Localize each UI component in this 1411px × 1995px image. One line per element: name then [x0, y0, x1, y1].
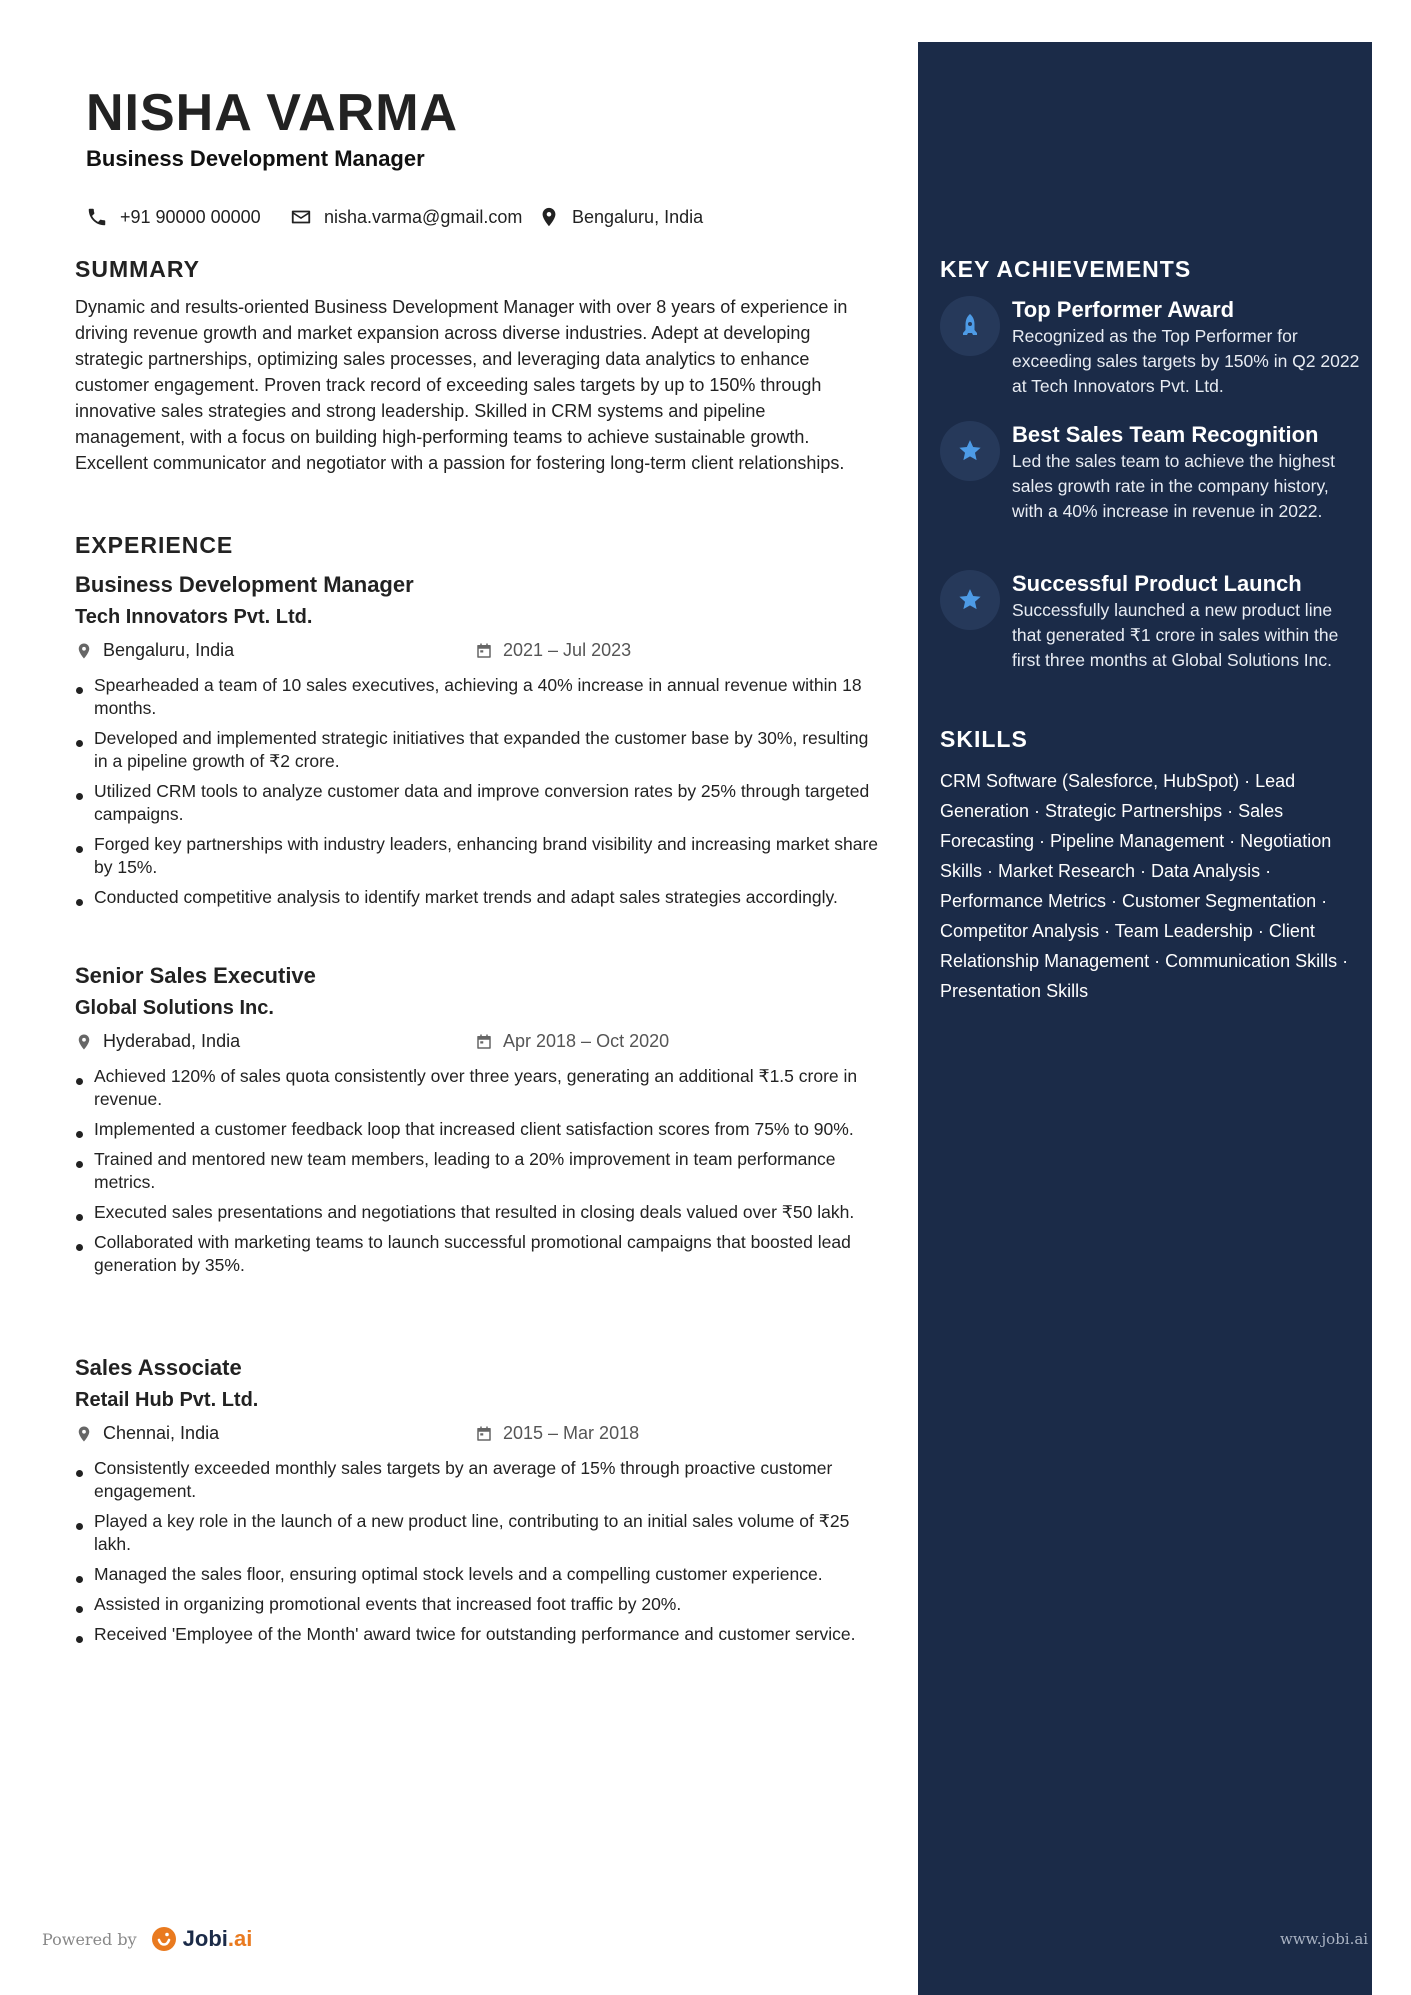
- powered-by-text: Powered by: [42, 1929, 137, 1949]
- job-entry-2: [75, 961, 875, 1284]
- job-title: Senior Sales Executive: [75, 963, 316, 988]
- job-title: Sales Associate: [75, 1355, 242, 1380]
- star-icon: [957, 438, 983, 464]
- job-location: [75, 1031, 240, 1052]
- job-location-text: Bengaluru, India: [103, 640, 235, 660]
- job-dates-text: Apr 2018 – Oct 2020: [503, 1031, 670, 1051]
- achievement-body: [1012, 421, 1362, 524]
- location-text: Bengaluru, India: [572, 206, 704, 227]
- list-item: Forged key partnerships with industry leaders, enhancing brand visibility and increasing market share by 15%.: [75, 833, 884, 879]
- email-text: nisha.varma@gmail.com: [324, 206, 523, 227]
- phone-icon: [86, 206, 108, 228]
- job-meta: [75, 1423, 875, 1453]
- list-item: Executed sales presentations and negotiations that resulted in closing deals valued over ₹50 lakh.: [75, 1201, 884, 1224]
- list-item: Received 'Employee of the Month' award twice for outstanding performance and customer service.: [75, 1623, 884, 1646]
- experience-heading: EXPERIENCE: [75, 532, 234, 558]
- job-meta: [75, 1031, 875, 1061]
- list-item: Developed and implemented strategic initiatives that expanded the customer base by 30%, resulting in a pipeline growth of ₹2 crore.: [75, 727, 884, 773]
- job-location: [75, 640, 234, 661]
- list-item: Conducted competitive analysis to identify market trends and adapt sales strategies accordingly.: [75, 886, 884, 909]
- site-link[interactable]: www.jobi.ai: [1280, 1930, 1369, 1948]
- summary-text: Dynamic and results-oriented Business Development Manager with over 8 years of experience in driving revenue growth and market expansion across diverse industries. Adept at developing strategic partnerships, optimizing sales processes, and leveraging data analytics to enhance customer engagement. Proven track record of exceeding sales targets by up to 150% through innovative sales strategies and strong leadership. Skilled in CRM systems and pipeline management, with a focus on building high-performing teams to achieve sustainable growth. Excellent communicator and negotiator with a passion for fostering long-term client relationships.: [75, 297, 848, 473]
- list-item: Spearheaded a team of 10 sales executives, achieving a 40% increase in annual revenue within 18 months.: [75, 674, 884, 720]
- email-icon: [290, 206, 312, 228]
- achievement-title: Successful Product Launch: [1012, 571, 1302, 596]
- achievement-desc: Led the sales team to achieve the highest sales growth rate in the company history, with a 40% increase in revenue in 2022.: [1012, 451, 1335, 521]
- job-bullets: [75, 674, 879, 909]
- rocket-icon: [958, 313, 982, 339]
- jobi-brand-suffix: .ai: [227, 1926, 253, 1951]
- achievement-icon-circle: [940, 421, 1000, 481]
- job-dates: [475, 1423, 639, 1444]
- list-item: Implemented a customer feedback loop that increased client satisfaction scores from 75% to 90%.: [75, 1118, 884, 1141]
- achievement-desc: Recognized as the Top Performer for exceeding sales targets by 150% in Q2 2022 at Tech Innovators Pvt. Ltd.: [1012, 326, 1360, 396]
- list-item: Collaborated with marketing teams to launch successful promotional campaigns that boosted lead generation by 35%.: [75, 1231, 884, 1277]
- list-item: Managed the sales floor, ensuring optimal stock levels and a compelling customer experience.: [75, 1563, 884, 1586]
- calendar-icon: [475, 1425, 493, 1443]
- job-meta: [75, 640, 875, 670]
- job-company: Retail Hub Pvt. Ltd.: [75, 1389, 259, 1411]
- job-location-text: Hyderabad, India: [103, 1031, 241, 1051]
- location-pin-icon: [75, 641, 93, 661]
- phone-text: +91 90000 00000: [120, 206, 261, 227]
- location-pin-icon: [75, 1032, 93, 1052]
- calendar-icon: [475, 1033, 493, 1051]
- achievement-desc: Successfully launched a new product line that generated ₹1 crore in sales within the first three months at Global Solutions Inc.: [1012, 600, 1339, 670]
- calendar-icon: [475, 642, 493, 660]
- job-location: [75, 1423, 219, 1444]
- jobi-brand-name: Jobi: [182, 1926, 228, 1951]
- location-pin-icon: [538, 206, 560, 228]
- job-entry-3: [75, 1353, 875, 1653]
- achievement-icon-circle: [940, 570, 1000, 630]
- skills-heading: SKILLS: [940, 726, 1028, 752]
- job-location-text: Chennai, India: [103, 1423, 220, 1443]
- list-item: Achieved 120% of sales quota consistently over three years, generating an additional ₹1.5 crore in revenue.: [75, 1065, 884, 1111]
- job-bullets: [75, 1065, 875, 1277]
- contact-email[interactable]: [290, 204, 522, 230]
- achievement-body: [1012, 296, 1362, 399]
- location-pin-icon: [75, 1424, 93, 1444]
- list-item: Trained and mentored new team members, leading to a 20% improvement in team performance metrics.: [75, 1148, 884, 1194]
- job-bullets: [75, 1457, 875, 1646]
- skills-list: CRM Software (Salesforce, HubSpot) · Lead Generation · Strategic Partnerships · Sales Forecasting · Pipeline Management · Negotiation Skills · Market Research · Data Analysis · Performance Metrics · Customer Segmentation · Competitor Analysis · Team Leadership · Client Relationship Management · Communication Skills · Presentation Skills: [940, 771, 1349, 1001]
- contact-location: [538, 204, 703, 230]
- jobi-logo-icon: [151, 1926, 177, 1952]
- list-item: Assisted in organizing promotional events that increased foot traffic by 20%.: [75, 1593, 884, 1616]
- job-entry-1: [75, 570, 879, 916]
- achievements-heading: KEY ACHIEVEMENTS: [940, 256, 1192, 282]
- job-title: Business Development Manager: [75, 572, 414, 597]
- candidate-name: NISHA VARMA: [86, 84, 459, 142]
- job-company: Global Solutions Inc.: [75, 997, 274, 1019]
- achievement-title: Best Sales Team Recognition: [1012, 422, 1319, 447]
- job-company: Tech Innovators Pvt. Ltd.: [75, 606, 313, 628]
- jobi-brand: [183, 1926, 253, 1952]
- star-icon: [957, 587, 983, 613]
- achievement-body: [1012, 570, 1362, 673]
- list-item: Utilized CRM tools to analyze customer data and improve conversion rates by 25% through targeted campaigns.: [75, 780, 884, 826]
- powered-by[interactable]: [42, 1926, 252, 1952]
- achievement-icon-circle: [940, 296, 1000, 356]
- contact-phone[interactable]: [86, 204, 261, 230]
- job-dates-text: 2021 – Jul 2023: [503, 640, 632, 660]
- jobi-logo[interactable]: [151, 1926, 253, 1952]
- list-item: Played a key role in the launch of a new product line, contributing to an initial sales volume of ₹25 lakh.: [75, 1510, 884, 1556]
- candidate-role: Business Development Manager: [86, 146, 425, 171]
- achievement-title: Top Performer Award: [1012, 297, 1235, 322]
- job-dates: [475, 640, 631, 661]
- job-dates-text: 2015 – Mar 2018: [503, 1423, 640, 1443]
- summary-heading: SUMMARY: [75, 256, 200, 282]
- job-dates: [475, 1031, 669, 1052]
- list-item: Consistently exceeded monthly sales targets by an average of 15% through proactive customer engagement.: [75, 1457, 884, 1503]
